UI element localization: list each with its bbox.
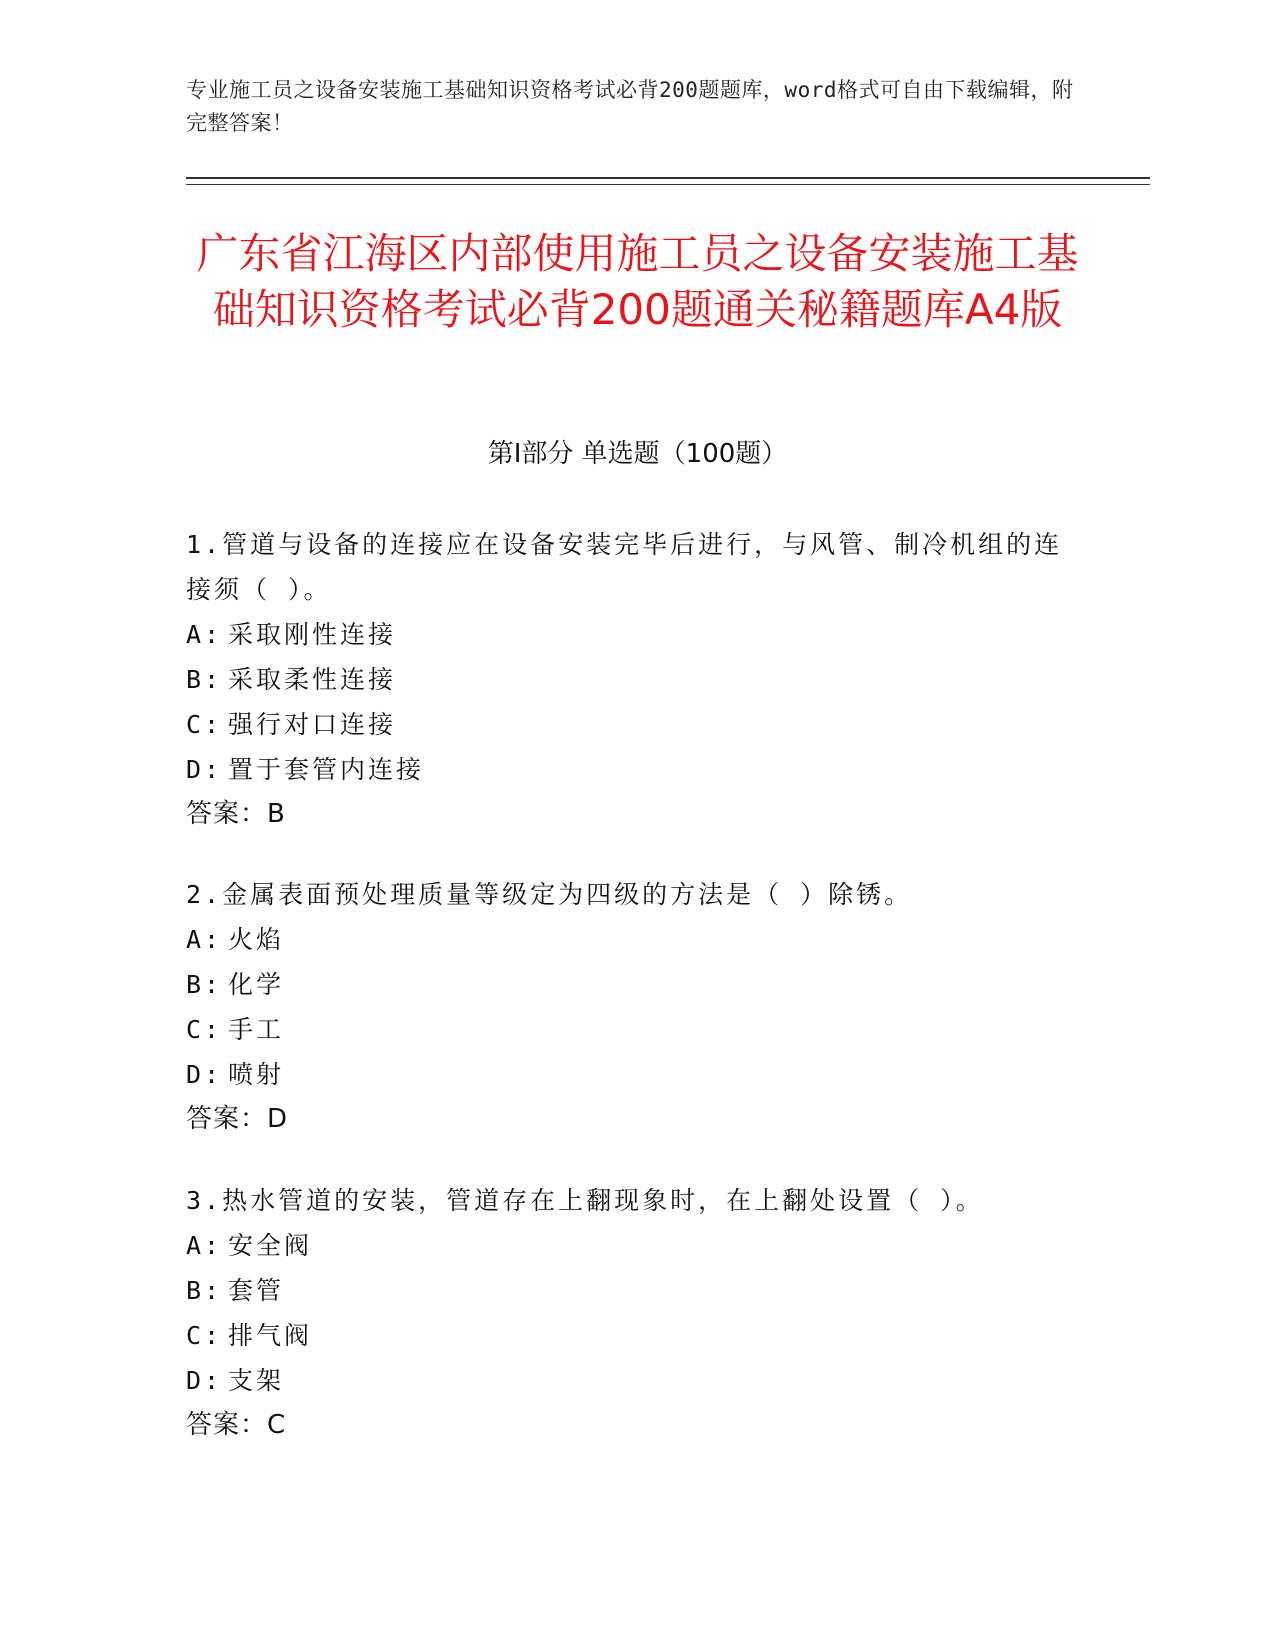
option-text: 采取刚性连接	[228, 620, 397, 649]
answer-line: 答案：C	[186, 1410, 287, 1440]
option-key: C:	[186, 710, 223, 739]
option-key: A:	[186, 925, 223, 954]
option-a	[186, 612, 1066, 657]
option-a	[186, 917, 1066, 962]
question-stem: 2.金属表面预处理质量等级定为四级的方法是（ ）除锈。	[186, 880, 913, 909]
option-key: C:	[186, 1321, 223, 1350]
option-c	[186, 1007, 1066, 1052]
option-key: B:	[186, 970, 223, 999]
option-text: 排气阀	[228, 1321, 313, 1350]
question-stem: 1.管道与设备的连接应在设备安装完毕后进行，与风管、制冷机组的连接须（ ）。	[186, 530, 1063, 604]
option-text: 置于套管内连接	[228, 755, 425, 784]
question-3	[186, 1178, 1066, 1448]
question-2	[186, 872, 1066, 1142]
option-text: 支架	[228, 1366, 285, 1395]
option-d	[186, 1358, 1066, 1403]
header-divider-thick	[186, 177, 1150, 179]
option-key: B:	[186, 1276, 223, 1305]
option-text: 采取柔性连接	[228, 665, 397, 694]
option-d	[186, 747, 1066, 792]
option-text: 喷射	[228, 1060, 285, 1089]
option-c	[186, 702, 1066, 747]
header-note: 专业施工员之设备安装施工基础知识资格考试必背200题题库，word格式可自由下载编辑，附完整答案！	[186, 78, 1074, 135]
option-b	[186, 1268, 1066, 1313]
option-text: 手工	[228, 1015, 285, 1044]
option-key: D:	[186, 1366, 223, 1395]
option-d	[186, 1052, 1066, 1097]
option-key: C:	[186, 1015, 223, 1044]
option-key: A:	[186, 620, 223, 649]
answer-line: 答案：B	[186, 799, 286, 829]
option-key: D:	[186, 755, 223, 784]
option-text: 安全阀	[228, 1231, 313, 1260]
option-key: D:	[186, 1060, 223, 1089]
answer-line: 答案：D	[186, 1104, 289, 1134]
option-c	[186, 1313, 1066, 1358]
option-a	[186, 1223, 1066, 1268]
header-divider-thin	[186, 184, 1150, 185]
option-text: 火焰	[228, 925, 285, 954]
option-text: 化学	[228, 970, 285, 999]
option-text: 强行对口连接	[228, 710, 397, 739]
question-stem: 3.热水管道的安装，管道存在上翻现象时，在上翻处设置（ ）。	[186, 1186, 984, 1215]
question-1	[186, 522, 1066, 837]
option-b	[186, 962, 1066, 1007]
option-key: B:	[186, 665, 223, 694]
option-b	[186, 657, 1066, 702]
document-title: 广东省江海区内部使用施工员之设备安装施工基础知识资格考试必背200题通关秘籍题库A4版	[196, 229, 1079, 334]
option-key: A:	[186, 1231, 223, 1260]
option-text: 套管	[228, 1276, 285, 1305]
section-title: 第I部分 单选题（100题）	[487, 439, 788, 469]
